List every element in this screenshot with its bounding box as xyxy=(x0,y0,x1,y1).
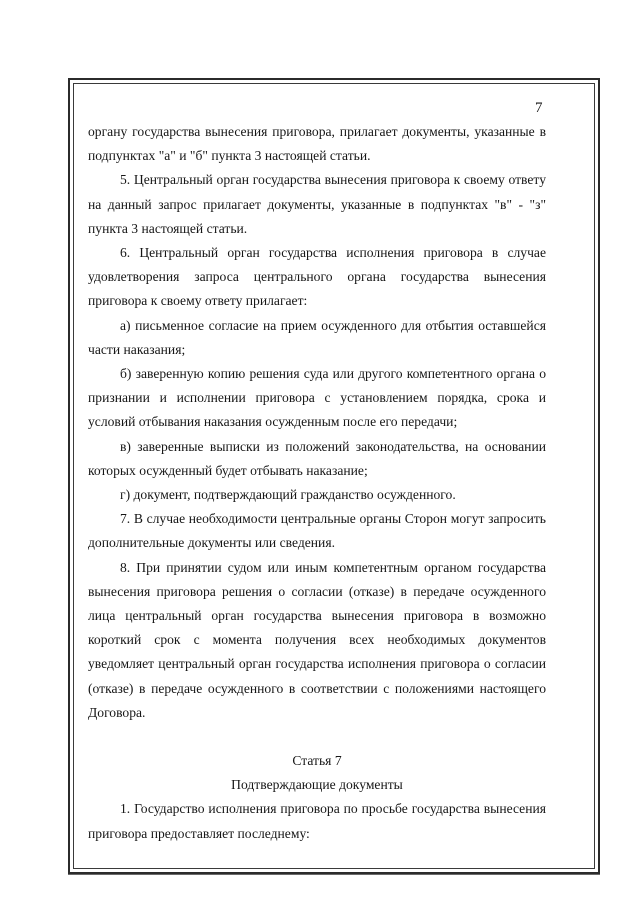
bottom-rule xyxy=(68,874,600,875)
paragraph-item-6: 6. Центральный орган государства исполнения приговора в случае удовлетворения запроса центрального органа государства вынесения приговора к своему ответу прилагает: xyxy=(88,245,546,309)
spacer xyxy=(88,725,546,749)
paragraph-item-5: 5. Центральный орган государства вынесения приговора к своему ответу на данный запрос прилагает документы, указанные в подпунктах "в" - "з" пункта 3 настоящей статьи. xyxy=(88,172,546,236)
subitem-v: в) заверенные выписки из положений законодательства, на основании которых осужденный будет отбывать наказание; xyxy=(88,438,546,478)
article-paragraph-1: 1. Государство исполнения приговора по просьбе государства вынесения приговора предоставляет последнему: xyxy=(88,801,546,841)
document-body xyxy=(88,120,546,846)
article-title: Статья 7 xyxy=(292,753,342,769)
paragraph-continuation: органу государства вынесения приговора, прилагает документы, указанные в подпунктах "а" и "б" пункта 3 настоящей статьи. xyxy=(88,124,546,164)
paragraph-item-7: 7. В случае необходимости центральные органы Сторон могут запросить дополнительные документы или сведения. xyxy=(88,511,546,551)
subitem-a: а) письменное согласие на прием осужденного для отбытия оставшейся части наказания; xyxy=(88,317,546,357)
subitem-b: б) заверенную копию решения суда или другого компетентного органа о признании и исполнении приговора с установлением порядка, срока и условий отбывания наказания осужденным после его передачи; xyxy=(88,366,546,430)
paragraph-item-8: 8. При принятии судом или иным компетентным органом государства вынесения приговора решения о согласии (отказе) в передаче осужденного лица центральный орган государства вынесения приговора в возможно короткий срок с момента получения всех необходимых документов уведомляет центральный орган государства исполнения приговора о согласии (отказе) в передаче осужденного в соответствии с положениями настоящего Договора. xyxy=(88,559,546,720)
page-number: 7 xyxy=(535,100,543,116)
subitem-g: г) документ, подтверждающий гражданство осужденного. xyxy=(120,487,456,503)
article-subtitle: Подтверждающие документы xyxy=(231,777,403,793)
